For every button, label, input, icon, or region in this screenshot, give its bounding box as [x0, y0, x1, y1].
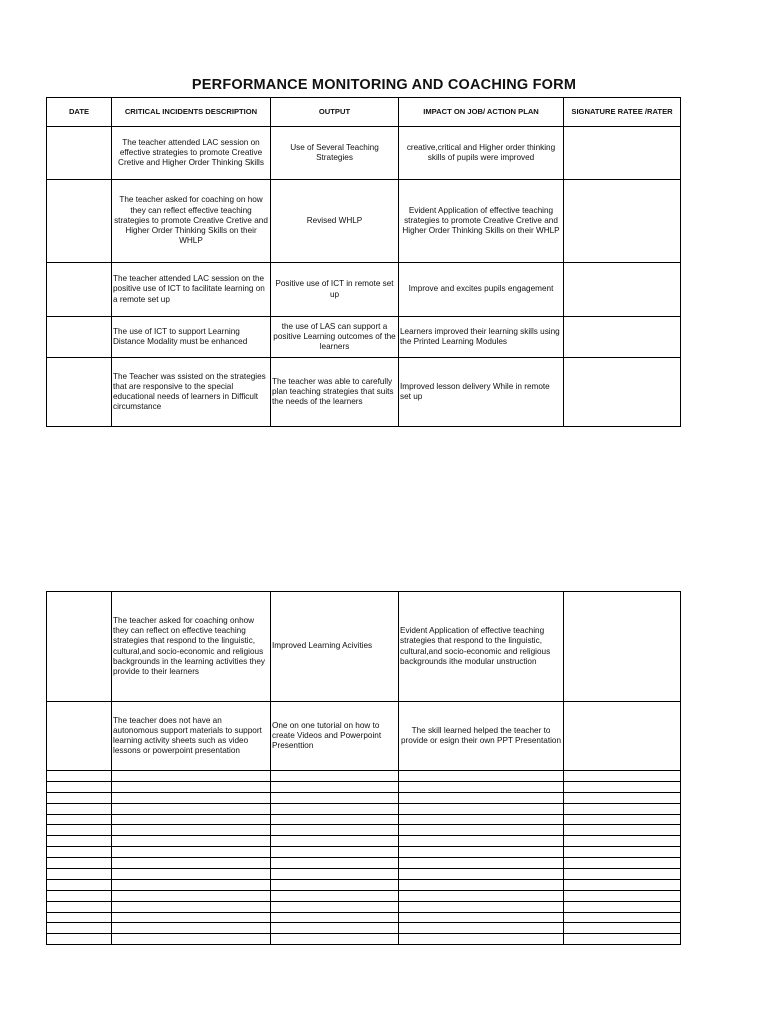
empty-cell: [271, 771, 399, 782]
critical-cell: The teacher does not have an autonomous support materials to support learning activity sheets such as video lessons or powerpoint presentation: [112, 702, 271, 771]
empty-cell: [399, 858, 564, 869]
impact-cell: Evident Application of effective teaching strategies to promote Creative Cretive and Higher Order Thinking Skills on their WHLP: [399, 180, 564, 263]
empty-cell: [112, 781, 271, 792]
empty-cell: [399, 825, 564, 836]
date-cell: [47, 127, 112, 180]
output-cell: Revised WHLP: [271, 180, 399, 263]
empty-cell: [112, 912, 271, 923]
empty-cell: [564, 781, 681, 792]
signature-cell: [564, 358, 681, 427]
empty-cell: [47, 847, 112, 858]
empty-cell: [399, 934, 564, 945]
empty-row: [47, 781, 681, 792]
empty-row: [47, 934, 681, 945]
empty-rows: [47, 771, 681, 945]
empty-cell: [112, 869, 271, 880]
output-cell: Use of Several Teaching Strategies: [271, 127, 399, 180]
empty-row: [47, 869, 681, 880]
empty-cell: [112, 836, 271, 847]
signature-cell: [564, 263, 681, 317]
empty-cell: [399, 847, 564, 858]
critical-cell: The use of ICT to support Learning Distance Modality must be enhanced: [112, 317, 271, 358]
impact-cell: Improve and excites pupils engagement: [399, 263, 564, 317]
empty-row: [47, 901, 681, 912]
empty-cell: [399, 890, 564, 901]
table-row: [47, 127, 681, 180]
empty-cell: [112, 814, 271, 825]
empty-cell: [112, 847, 271, 858]
header-output: OUTPUT: [271, 98, 399, 127]
empty-cell: [47, 901, 112, 912]
empty-row: [47, 858, 681, 869]
signature-cell: [564, 317, 681, 358]
empty-cell: [564, 803, 681, 814]
empty-cell: [271, 934, 399, 945]
empty-cell: [47, 934, 112, 945]
table-row: [47, 263, 681, 317]
empty-cell: [564, 836, 681, 847]
impact-cell: Learners improved their learning skills using the Printed Learning Modules: [399, 317, 564, 358]
empty-cell: [399, 879, 564, 890]
empty-cell: [47, 879, 112, 890]
empty-cell: [47, 858, 112, 869]
empty-cell: [271, 869, 399, 880]
empty-row: [47, 803, 681, 814]
empty-row: [47, 825, 681, 836]
empty-cell: [47, 781, 112, 792]
empty-cell: [47, 771, 112, 782]
table-row: [47, 358, 681, 427]
date-cell: [47, 263, 112, 317]
empty-cell: [112, 890, 271, 901]
empty-cell: [271, 792, 399, 803]
empty-cell: [47, 825, 112, 836]
empty-cell: [399, 923, 564, 934]
empty-cell: [112, 934, 271, 945]
empty-cell: [112, 803, 271, 814]
empty-row: [47, 912, 681, 923]
empty-cell: [271, 912, 399, 923]
empty-cell: [564, 792, 681, 803]
header-signature: SIGNATURE RATEE /RATER: [564, 98, 681, 127]
empty-row: [47, 771, 681, 782]
empty-cell: [399, 869, 564, 880]
empty-row: [47, 836, 681, 847]
empty-cell: [564, 923, 681, 934]
empty-cell: [271, 836, 399, 847]
header-critical-incidents: CRITICAL INCIDENTS DESCRIPTION: [112, 98, 271, 127]
critical-cell: The teacher asked for coaching on how they can reflect effective teaching strategies to promote Creative Cretive and Higher Order Thinking Skills on their WHLP: [112, 180, 271, 263]
empty-row: [47, 792, 681, 803]
output-cell: Positive use of ICT in remote set up: [271, 263, 399, 317]
empty-cell: [564, 858, 681, 869]
empty-row: [47, 890, 681, 901]
empty-cell: [112, 825, 271, 836]
empty-cell: [564, 825, 681, 836]
critical-cell: The teacher attended LAC session on the positive use of ICT to facilitate learning on a remote set up: [112, 263, 271, 317]
empty-row: [47, 847, 681, 858]
empty-cell: [564, 869, 681, 880]
table-row: [47, 592, 681, 702]
empty-cell: [271, 901, 399, 912]
critical-cell: The teacher attended LAC session on effective strategies to promote Creative Cretive and Higher Order Thinking Skills: [112, 127, 271, 180]
empty-row: [47, 923, 681, 934]
empty-cell: [399, 781, 564, 792]
output-cell: One on one tutorial on how to create Videos and Powerpoint Presenttion: [271, 702, 399, 771]
empty-row: [47, 814, 681, 825]
signature-cell: [564, 592, 681, 702]
empty-cell: [112, 879, 271, 890]
output-cell: the use of LAS can support a positive Learning outcomes of the learners: [271, 317, 399, 358]
signature-cell: [564, 180, 681, 263]
output-cell: Improved Learning Acivities: [271, 592, 399, 702]
table-row: [47, 180, 681, 263]
empty-cell: [47, 814, 112, 825]
empty-cell: [47, 803, 112, 814]
coaching-table-top: [46, 97, 681, 427]
empty-cell: [564, 890, 681, 901]
empty-cell: [564, 934, 681, 945]
critical-cell: The Teacher was ssisted on the strategies that are responsive to the special educational needs of learners in Difficult circumstance: [112, 358, 271, 427]
empty-cell: [271, 803, 399, 814]
empty-cell: [271, 847, 399, 858]
impact-cell: Improved lesson delivery While in remote set up: [399, 358, 564, 427]
date-cell: [47, 317, 112, 358]
empty-cell: [399, 836, 564, 847]
empty-cell: [399, 803, 564, 814]
empty-cell: [271, 781, 399, 792]
empty-cell: [564, 771, 681, 782]
table-row: [47, 317, 681, 358]
critical-cell: The teacher asked for coaching onhow they can reflect on effective teaching strategies that respond to the linguistic, cultural,and socio-economic and religious backgrounds in the learning activities they provide to their learners: [112, 592, 271, 702]
empty-cell: [47, 836, 112, 847]
empty-cell: [399, 912, 564, 923]
table-row: [47, 702, 681, 771]
signature-cell: [564, 702, 681, 771]
empty-cell: [564, 912, 681, 923]
empty-cell: [271, 825, 399, 836]
empty-cell: [271, 923, 399, 934]
empty-cell: [564, 814, 681, 825]
empty-cell: [47, 792, 112, 803]
header-date: DATE: [47, 98, 112, 127]
header-row: [47, 98, 681, 127]
impact-cell: Evident Application of effective teaching strategies that respond to the linguistic, cultural,and socio-economic and religious backgrounds ithe modular unstruction: [399, 592, 564, 702]
coaching-table-bottom: [46, 591, 681, 945]
empty-cell: [112, 771, 271, 782]
empty-cell: [47, 923, 112, 934]
date-cell: [47, 180, 112, 263]
empty-cell: [271, 879, 399, 890]
empty-cell: [399, 901, 564, 912]
impact-cell: The skill learned helped the teacher to provide or esign their own PPT Presentation: [399, 702, 564, 771]
empty-cell: [399, 792, 564, 803]
empty-cell: [112, 923, 271, 934]
empty-cell: [564, 901, 681, 912]
empty-cell: [399, 771, 564, 782]
empty-cell: [112, 792, 271, 803]
empty-cell: [112, 901, 271, 912]
form-title: PERFORMANCE MONITORING AND COACHING FORM: [191, 77, 577, 93]
empty-row: [47, 879, 681, 890]
empty-cell: [47, 869, 112, 880]
output-cell: The teacher was able to carefully plan teaching strategies that suits the needs of the learners: [271, 358, 399, 427]
empty-cell: [112, 858, 271, 869]
empty-cell: [271, 890, 399, 901]
date-cell: [47, 358, 112, 427]
empty-cell: [564, 879, 681, 890]
empty-cell: [564, 847, 681, 858]
signature-cell: [564, 127, 681, 180]
impact-cell: creative,critical and Higher order thinking skills of pupils were improved: [399, 127, 564, 180]
empty-cell: [47, 890, 112, 901]
empty-cell: [47, 912, 112, 923]
empty-cell: [399, 814, 564, 825]
empty-cell: [271, 858, 399, 869]
empty-cell: [271, 814, 399, 825]
date-cell: [47, 702, 112, 771]
date-cell: [47, 592, 112, 702]
header-impact: IMPACT ON JOB/ ACTION PLAN: [399, 98, 564, 127]
